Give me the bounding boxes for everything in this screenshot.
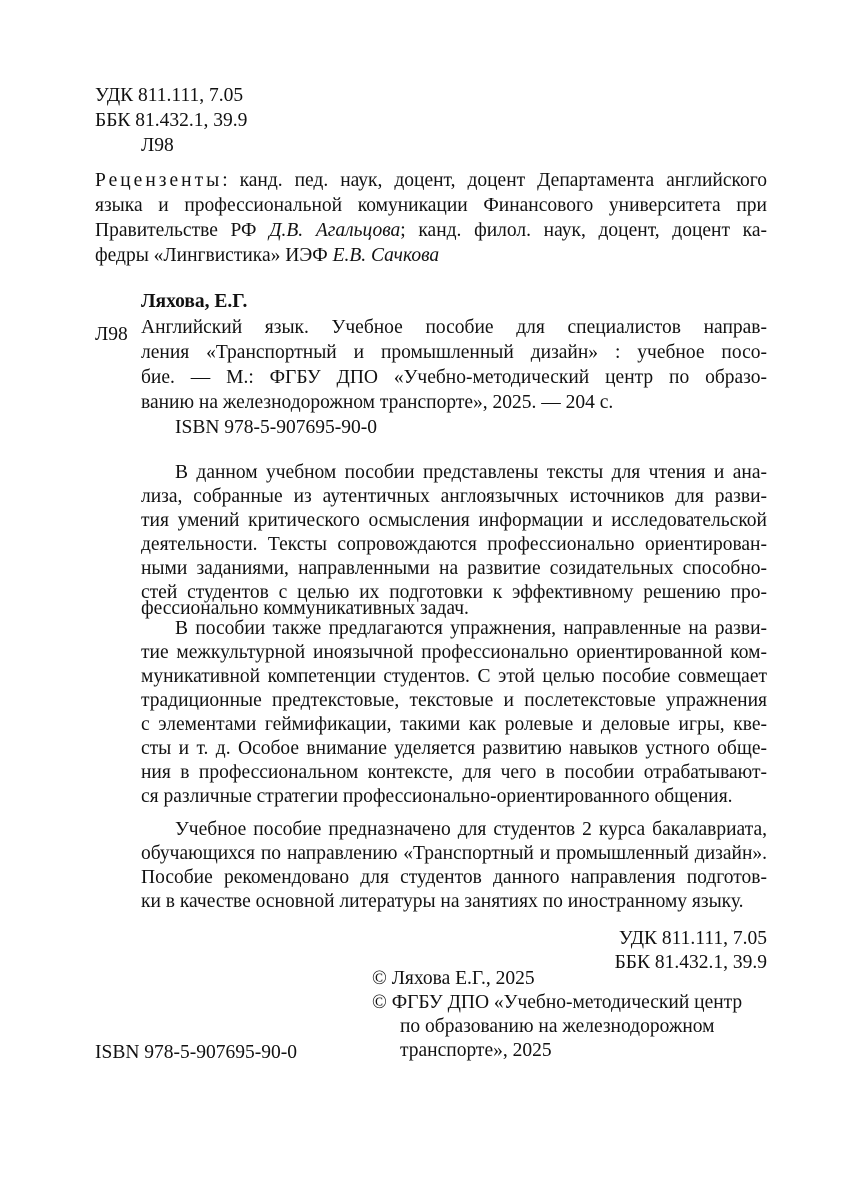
reviewers-line-3: [95, 219, 767, 243]
annotation-p1-line-6: стей студентов с целью их подготовки к эффективному решению про-: [141, 582, 767, 603]
isbn-main: ISBN 978-5-907695-90-0: [175, 417, 378, 438]
bbk-top: ББК 81.432.1, 39.9: [95, 110, 248, 131]
reviewer-2-name: Е.В. Сачкова: [332, 245, 440, 266]
reviewer-1-name: Д.В. Агальцова: [269, 220, 401, 241]
udk-bottom: УДК 811.111, 7.05: [618, 928, 767, 949]
annotation-p1-line-7: фессионально коммуникативных задач.: [141, 598, 469, 619]
annotation-p1-line-4: деятельности. Тексты сопровождаются профессионально ориентирован-: [141, 534, 767, 555]
reviewers-label: Рецензенты: [95, 170, 223, 191]
reviewers-line-2: языка и профессиональной комуникации Финансового университета при: [95, 195, 767, 216]
annotation-p2-line-3: муникативной компетенции студентов. С этой целью пособие совмещает: [141, 666, 767, 687]
annotation-p3-line-4: ки в качестве основной литературы на занятиях по иностранному языку.: [141, 891, 744, 912]
annotation-p2-line-5: с элементами геймификации, такими как ролевые и деловые игры, кве-: [141, 714, 767, 735]
annotation-p2-line-6: сты и т. д. Особое внимание уделяется развитию навыков устного обще-: [141, 738, 767, 759]
copyright-author: © Ляхова Е.Г., 2025: [372, 968, 535, 989]
description-line-1: Английский язык. Учебное пособие для специалистов направ-: [141, 317, 767, 338]
annotation-p2-line-7: ния в профессиональном контексте, для чего в пособии отрабатывают-: [141, 762, 767, 783]
copyright-publisher: © ФГБУ ДПО «Учебно-методический центр: [372, 992, 743, 1013]
author-code-top: Л98: [141, 135, 174, 156]
annotation-p2-line-2: тие межкультурной иноязычной профессионально ориентированной ком-: [141, 642, 767, 663]
annotation-p2-line-4: традиционные предтекстовые, текстовые и послетекстовые упражнения: [141, 690, 767, 711]
description-line-2: ления «Транспортный и промышленный дизайн» : учебное посо-: [141, 342, 767, 363]
annotation-p2-line-8: ся различные стратегии профессионально-ориентированного общения.: [141, 786, 733, 807]
annotation-p3-line-1: Учебное пособие предназначено для студентов 2 курса бакалавриата,: [175, 819, 767, 840]
reviewers-line-1: [95, 169, 767, 193]
copyright-publisher-cont-2: транспорте», 2025: [400, 1040, 552, 1061]
copyright-publisher-cont-1: по образованию на железнодорожном: [400, 1016, 715, 1037]
reviewers-text-1: : канд. пед. наук, доцент, доцент Департамента английского: [222, 170, 767, 191]
isbn-bottom: ISBN 978-5-907695-90-0: [95, 1042, 298, 1063]
reviewers-line-4: [95, 244, 767, 268]
annotation-p1-line-3: тия умений критического осмысления информации и исследовательской: [141, 510, 767, 531]
annotation-p1-line-1: В данном учебном пособии представлены тексты для чтения и ана-: [175, 462, 767, 483]
reviewers-text-4: федры «Лингвистика» ИЭФ: [95, 245, 333, 266]
udk-top: УДК 811.111, 7.05: [95, 85, 244, 106]
reviewers-text-3b: ; канд. филол. наук, доцент, доцент ка-: [400, 220, 767, 241]
annotation-p2-line-1: В пособии также предлагаются упражнения, направленные на разви-: [175, 618, 767, 639]
bbk-bottom: ББК 81.432.1, 39.9: [614, 952, 767, 973]
annotation-p3-line-2: обучающихся по направлению «Транспортный и промышленный дизайн».: [141, 843, 767, 864]
description-line-4: ванию на железнодорожном транспорте», 2025. — 204 с.: [141, 392, 614, 413]
description-line-3: бие. — М.: ФГБУ ДПО «Учебно-методический центр по образо-: [141, 367, 767, 388]
reviewers-text-3a: Правительстве РФ: [95, 220, 270, 241]
author-code-side: Л98: [95, 324, 128, 345]
annotation-p1-line-5: ными заданиями, направленными на развитие созидательных способно-: [141, 558, 767, 579]
annotation-p3-line-3: Пособие рекомендовано для студентов данного направления подготов-: [141, 867, 767, 888]
annotation-p1-line-2: лиза, собранные из аутентичных англоязычных источников для разви-: [141, 486, 767, 507]
author-name: Ляхова, Е.Г.: [141, 291, 248, 312]
